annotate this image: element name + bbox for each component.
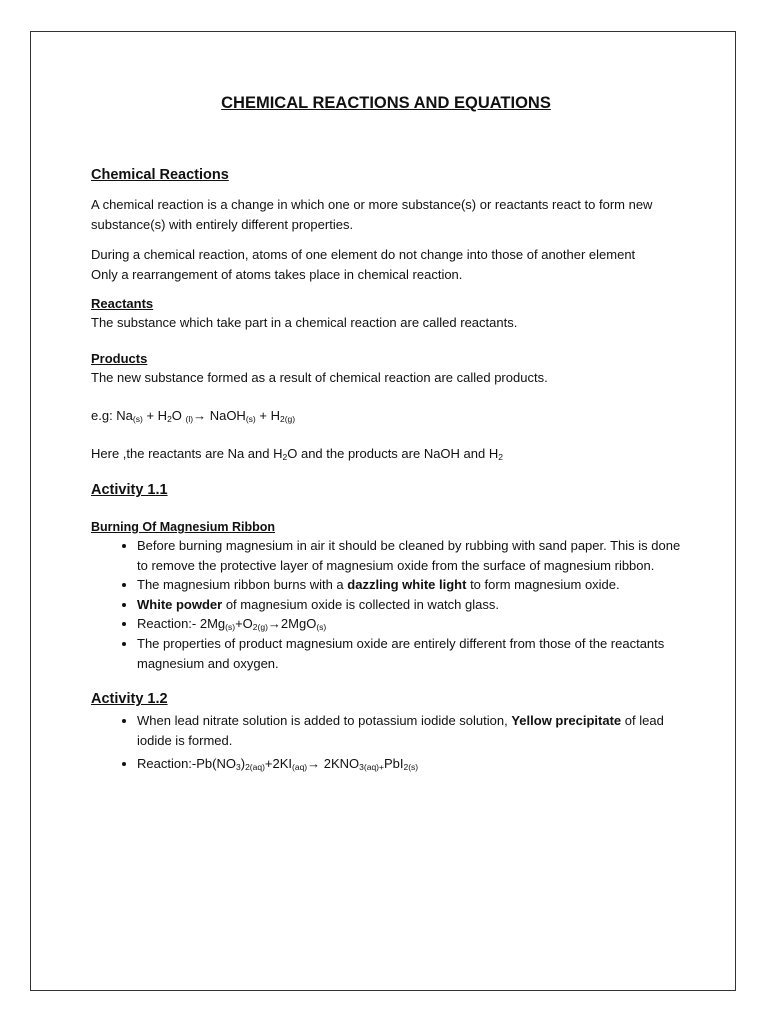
- heading-reactants: Reactants: [91, 296, 154, 311]
- list-item: • Before burning magnesium in air it should be cleaned by rubbing with sand paper. This is done to remove the protective layer of magnesium oxide from the surface of magnesium ribbon.: [137, 536, 681, 575]
- products-text: The new substance formed as a result of chemical reaction are called products.: [91, 370, 548, 385]
- heading-chemical-reactions: Chemical Reactions: [91, 167, 229, 183]
- heading-products: Products: [91, 351, 148, 366]
- list-item: • White powder of magnesium oxide is collected in watch glass.: [137, 595, 681, 615]
- paragraph-atoms-line1: During a chemical reaction, atoms of one element do not change into those of another element: [91, 247, 636, 262]
- list-item: • The magnesium ribbon burns with a dazzling white light to form magnesium oxide.: [137, 575, 681, 595]
- list-item: • When lead nitrate solution is added to potassium iodide solution, Yellow precipitate of lead iodide is formed.: [137, 711, 681, 750]
- document-page: [30, 31, 736, 991]
- example-equation: e.g: $Na_{(s)} + H_2O$ $_{(l)}$→ NaOH$_{(s)}$ + $H_{2(g)}$: [91, 408, 296, 424]
- page-title: CHEMICAL REACTIONS AND EQUATIONS: [221, 94, 551, 112]
- document-content: [91, 94, 681, 774]
- paragraph-atoms-line2: Only a rearrangement of atoms takes place in chemical reaction.: [91, 267, 463, 282]
- reactants-text: The substance which take part in a chemical reaction are called reactants.: [91, 315, 518, 330]
- activity-1-1-list: [91, 536, 681, 673]
- list-item: • Reaction:- $2Mg_{(s)}+O_{2(g)}\to 2MgO_{(s)}$: [137, 614, 681, 634]
- list-item: • $Reaction:-Pb(NO_3)_{2(aq)}+2KI_{(aq)}\to 2KNO_{3(aq)+}PbI_{2(s)}$: [137, 754, 681, 774]
- heading-activity-1-1: Activity 1.1: [91, 482, 168, 498]
- heading-activity-1-2: Activity 1.2: [91, 691, 168, 708]
- list-item: • The properties of product magnesium oxide are entirely different from those of the reactants magnesium and oxygen.: [137, 634, 681, 673]
- activity-1-2-list: [91, 711, 681, 774]
- paragraph-definition: A chemical reaction is a change in which one or more substance(s) or reactants react to form new substance(s) with entirely different properties.: [91, 197, 653, 232]
- heading-burning-magnesium: Burning Of Magnesium Ribbon: [91, 520, 276, 534]
- here-sentence: Here ,the reactants are Na and $H_2O$ and the products are NaOH and $H_2$: [91, 446, 503, 462]
- paragraph-atoms: [91, 245, 681, 285]
